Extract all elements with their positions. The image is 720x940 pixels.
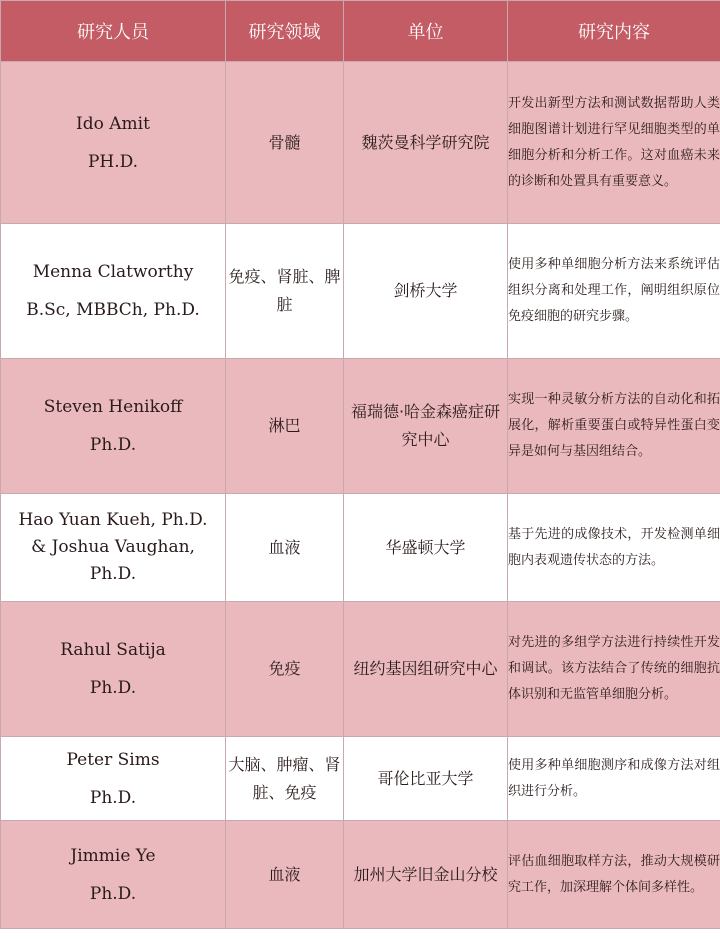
unit-cell: 魏茨曼科学研究院 <box>344 62 508 224</box>
table-row <box>1 494 720 602</box>
header-researcher: 研究人员 <box>1 1 226 62</box>
table-row <box>1 602 720 737</box>
table-row <box>1 821 720 929</box>
field-cell: 骨髓 <box>226 62 344 224</box>
researcher-degree: Ph.D. <box>89 883 137 904</box>
field-cell: 大脑、肿瘤、肾脏、免疫 <box>226 737 344 821</box>
researcher-degree: Ph.D. <box>89 435 137 455</box>
researcher-name: Hao Yuan Kueh, Ph.D. <box>18 510 208 530</box>
table-row <box>1 62 720 224</box>
researcher-name: Steven Henikoff <box>43 397 183 417</box>
field-cell: 免疫 <box>226 602 344 737</box>
table-header-row <box>1 1 720 62</box>
field-cell: 血液 <box>226 821 344 929</box>
researcher-degree: B.Sc, MBBCh, Ph.D. <box>26 300 200 320</box>
researcher-cell <box>1 737 226 821</box>
researcher-degree: Ph.D. <box>89 564 137 584</box>
researcher-name: Peter Sims <box>66 749 160 770</box>
content-cell: 对先进的多组学方法进行持续性开发和调试。该方法结合了传统的细胞抗体识别和无监管单细胞分析。 <box>508 602 720 737</box>
researcher-name: & Joshua Vaughan, <box>31 537 195 557</box>
researcher-cell <box>1 62 226 224</box>
content-cell: 实现一种灵敏分析方法的自动化和拓展化，解析重要蛋白或特异性蛋白变异是如何与基因组结合。 <box>508 359 720 494</box>
unit-cell: 纽约基因组研究中心 <box>344 602 508 737</box>
researcher-name: Jimmie Ye <box>70 845 156 866</box>
content-cell: 基于先进的成像技术，开发检测单细胞内表观遗传状态的方法。 <box>508 494 720 602</box>
unit-cell: 剑桥大学 <box>344 224 508 359</box>
header-unit: 单位 <box>344 1 508 62</box>
field-cell: 淋巴 <box>226 359 344 494</box>
unit-cell: 华盛顿大学 <box>344 494 508 602</box>
header-field: 研究领域 <box>226 1 344 62</box>
table-row <box>1 737 720 821</box>
researcher-name: Menna Clatworthy <box>32 262 194 282</box>
researcher-degree: PH.D. <box>87 151 139 172</box>
researcher-name: Rahul Satija <box>60 640 166 660</box>
researcher-cell <box>1 359 226 494</box>
researcher-cell <box>1 821 226 929</box>
header-content: 研究内容 <box>508 1 720 62</box>
table-row <box>1 224 720 359</box>
unit-cell: 加州大学旧金山分校 <box>344 821 508 929</box>
researcher-degree: Ph.D. <box>89 678 137 698</box>
field-cell: 免疫、肾脏、脾脏 <box>226 224 344 359</box>
researcher-cell <box>1 602 226 737</box>
researcher-degree: Ph.D. <box>89 787 137 808</box>
unit-cell: 福瑞德·哈金森癌症研究中心 <box>344 359 508 494</box>
content-cell: 使用多种单细胞测序和成像方法对组织进行分析。 <box>508 737 720 821</box>
researcher-cell <box>1 224 226 359</box>
content-cell: 评估血细胞取样方法，推动大规模研究工作，加深理解个体间多样性。 <box>508 821 720 929</box>
content-cell: 开发出新型方法和测试数据帮助人类细胞图谱计划进行罕见细胞类型的单细胞分析和分析工作。这对血癌未来的诊断和处置具有重要意义。 <box>508 62 720 224</box>
unit-cell: 哥伦比亚大学 <box>344 737 508 821</box>
researcher-name: Ido Amit <box>76 113 150 134</box>
table-row <box>1 359 720 494</box>
researcher-cell <box>1 494 226 602</box>
field-cell: 血液 <box>226 494 344 602</box>
content-cell: 使用多种单细胞分析方法来系统评估组织分离和处理工作，阐明组织原位免疫细胞的研究步骤。 <box>508 224 720 359</box>
